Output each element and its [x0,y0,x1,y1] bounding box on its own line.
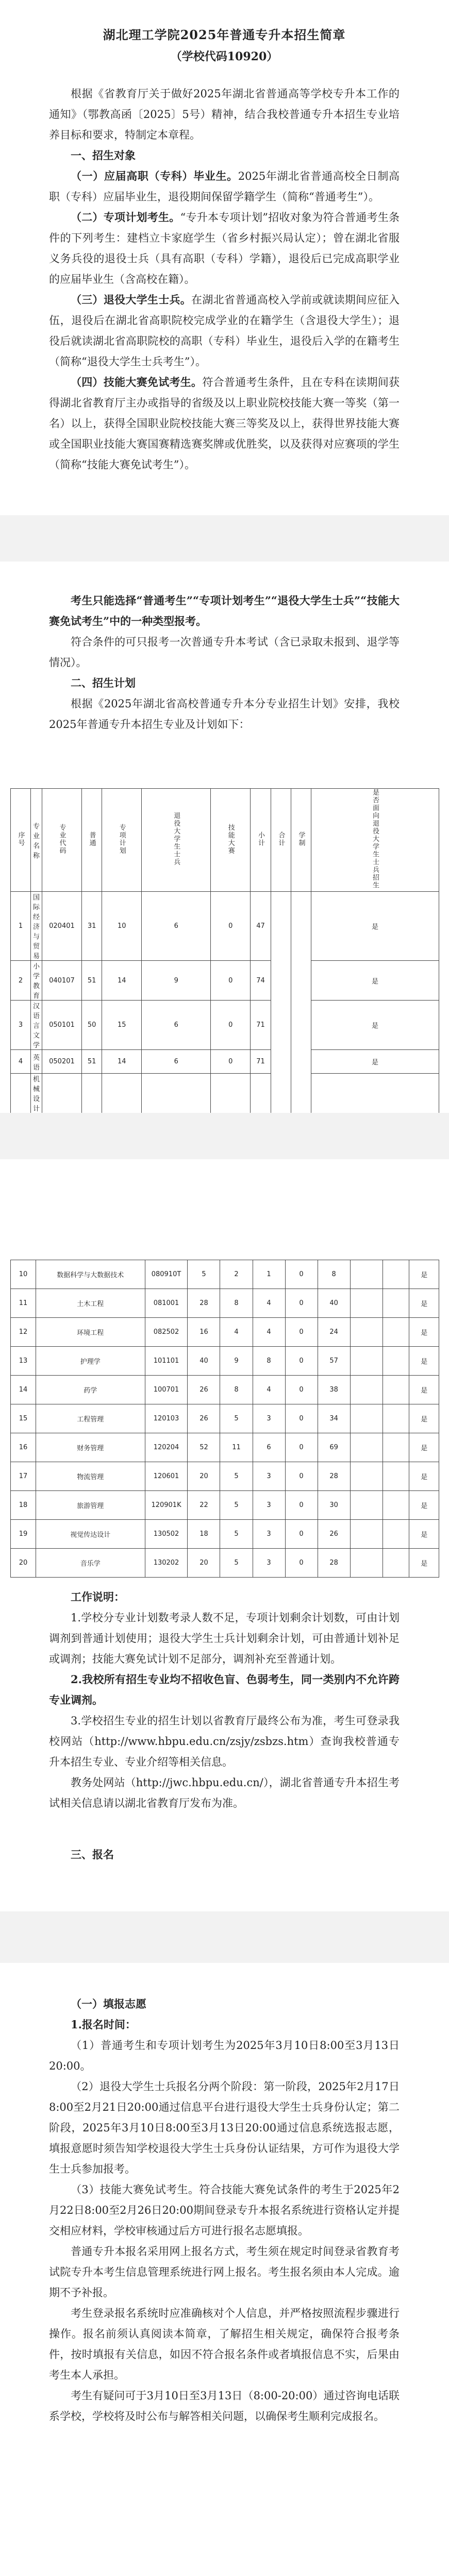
table-cell: 52 [188,1433,220,1462]
table-cell: 9 [220,1347,253,1376]
table-cell: 74 [251,961,271,1001]
school-code: （学校代码10920） [170,50,278,63]
table-cell: 环境工程 [36,1318,145,1347]
table-cell: 18 [11,1491,36,1520]
table-row [11,1289,439,1318]
table-cell: 28 [188,1289,220,1318]
system-cell [383,1491,409,1520]
table-row [11,1376,439,1404]
table-cell: 0 [285,1491,318,1520]
table-cell: 71 [251,1001,271,1050]
table-row [11,1318,439,1347]
shared-cell: 是 [311,961,439,1001]
table-cell: 080910T [145,1260,188,1289]
table-row [11,1347,439,1376]
table-cell: 15 [102,1001,142,1050]
table-cell: 8 [220,1376,253,1404]
total-cell [350,1491,383,1520]
table-cell: 20 [11,1549,36,1578]
note-title: 工作说明： [71,1590,125,1603]
table-cell: 31 [81,892,102,961]
shared-cell: 是 [409,1549,439,1578]
table-cell: 0 [285,1520,318,1549]
shared-cell: 是 [409,1260,439,1289]
system-cell [383,1462,409,1491]
intro-paragraph: 根据《省教育厅关于做好2025年湖北省普通高等学校专升本工作的通知》（鄂教高函〔2025〕5号）精神，结合我校普通专升本招生专业培养目标和要求，特制定本章程。 [49,88,400,141]
target-paragraph-3: （三）退役大学生士兵。在湖北省普通高校入学前或就读期间应征入伍，退役后在湖北省高职院校完成学业的在籍学生（含退役大学生）；退役后就读湖北省高职院校的高职（专科）毕业生，退役后入学的在籍考生（简称“退役大学生士兵考生”）。 [49,293,400,368]
table-cell: 工程管理 [36,1404,145,1433]
total-cell [350,1433,383,1462]
table-cell: 050201 [42,1050,81,1074]
table-cell: 财务管理 [36,1433,145,1462]
table-cell: 20 [188,1462,220,1491]
col-major: 专业名称 [31,789,42,892]
table-cell: 8 [253,1347,285,1376]
shared-cell: 是 [409,1318,439,1347]
table-cell: 5 [188,1260,220,1289]
total-cell [350,1347,383,1376]
table-cell: 18 [188,1520,220,1549]
table-cell: 英语 [31,1050,42,1074]
table-row [11,1491,439,1520]
table-row [11,1001,439,1050]
page-4 [0,1963,449,2576]
table-cell: 28 [318,1462,350,1491]
shared-cell: 是 [409,1404,439,1433]
shared-cell: 是 [409,1347,439,1376]
system-cell [383,1260,409,1289]
table-cell: 0 [285,1376,318,1404]
system-cell [383,1347,409,1376]
note-4: 教务处网站（http://jwc.hbpu.edu.cn/），湖北省普通专升本招生考试相关信息请以湖北省教育厅发布为准。 [49,1776,400,1809]
table-row [11,892,439,961]
table-cell: 9 [142,961,211,1001]
table-cell: 数据科学与大数据技术 [36,1260,145,1289]
target-paragraph-1: （一）应届高职（专科）毕业生。2025年湖北省普通高校全日制高职（专科）应届毕业生，退役期间保留学籍学生（简称“普通考生”）。 [49,170,400,203]
table-cell: 0 [285,1462,318,1491]
table-cell: 10 [11,1260,36,1289]
table-cell: 机械设计 [31,1074,42,1182]
table-cell: 音乐学 [36,1549,145,1578]
table-cell: 10 [102,892,142,961]
total-cell [350,1462,383,1491]
time-1: （1）普通考生和专项计划考生为2025年3月10日8:00至3月13日20:00。 [49,2039,400,2072]
total-cell [350,1404,383,1433]
table-row [11,1433,439,1462]
section-2-title: 二、招生计划 [71,676,136,689]
shared-cell: 是 [409,1289,439,1318]
table-cell: 8 [220,1289,253,1318]
page-gap [0,515,449,562]
table-cell: 5 [220,1520,253,1549]
table-cell: 3 [253,1404,285,1433]
table-cell: 100701 [145,1376,188,1404]
table-cell: 6 [142,892,211,961]
table-cell: 71 [251,1050,271,1074]
section-3-title: 三、报名 [71,1848,114,1861]
table-cell: 14 [102,961,142,1001]
time-5: 考生登录报名系统时应准确核对个人信息，并严格按照流程步骤进行操作。报名前须认真阅读本简章，了解招生相关规定，确保符合报考条件，按时填报有关信息，如因不符合报名条件或者填报信息不实，后果由考生本人承担。 [49,2307,400,2381]
shared-cell: 是 [311,1050,439,1074]
enrollment-table-part-2 [10,1260,439,1578]
table-cell: 24 [318,1318,350,1347]
table-row [11,1050,439,1074]
table-cell: 19 [11,1520,36,1549]
total-cell [350,1549,383,1578]
table-cell: 30 [318,1491,350,1520]
table-cell: 101101 [145,1347,188,1376]
table-row [11,1404,439,1433]
table-cell: 视觉传达设计 [36,1520,145,1549]
shared-cell: 是 [409,1491,439,1520]
table-cell: 4 [253,1376,285,1404]
table-cell: 3 [253,1491,285,1520]
table-cell: 6 [142,1050,211,1074]
table-row [11,1462,439,1491]
table-cell: 0 [211,1001,251,1050]
total-cell [350,1289,383,1318]
total-cell [350,1376,383,1404]
section-1-title: 一、招生对象 [71,149,136,162]
table-cell: 0 [285,1347,318,1376]
table-cell: 12 [11,1318,36,1347]
note-3: 3.学校招生专业的招生计划以省教育厅最终公布为准，考生可登录我校网站（http://www.hbpu.edu.cn/zsjy/zsbzs.htm）查询我校普通专升本招生专业、专业介绍等相关信息。 [49,1715,400,1768]
table-cell: 26 [318,1520,350,1549]
plan-intro: 根据《2025年湖北省高校普通专升本分专业招生计划》安排，我校2025年普通专升本招生专业及计划如下： [49,698,400,731]
table-cell: 69 [318,1433,350,1462]
table-cell: 国际经济与贸易 [31,892,42,961]
subsection-volunteer: （一）填报志愿 [71,1997,146,2010]
target-paragraph-4: （四）技能大赛免试考生。符合普通考生条件，且在专科在读期间获得湖北省教育厅主办或指导的省级及以上职业院校技能大赛一等奖（第一名）以上，获得全国职业院校技能大赛三等奖及以上，获得世界技能大赛或全国职业技能大赛国赛精选赛奖牌或优胜奖，以及获得对应赛项的学生（简称“技能大赛免试考生”）。 [49,376,400,471]
table-cell: 0 [285,1404,318,1433]
table-cell: 22 [188,1491,220,1520]
page-1 [0,0,449,515]
table-cell: 40 [318,1289,350,1318]
time-3: （3）技能大赛免试考生。符合技能大赛免试条件的考生于2025年2月22日8:00至2月26日20:00期间登录专升本报名系统进行资格认定并提交相应材料，学校审核通过后方可进行报名志愿填报。 [49,2183,400,2237]
table-cell: 020401 [42,892,81,961]
page-gap [0,1113,449,1159]
table-cell: 15 [11,1404,36,1433]
shared-cell: 是 [311,1001,439,1050]
table-cell: 物流管理 [36,1462,145,1491]
table-cell: 0 [285,1260,318,1289]
table-cell: 土木工程 [36,1289,145,1318]
table-cell: 2 [220,1260,253,1289]
shared-cell: 是 [409,1376,439,1404]
table-cell: 38 [318,1376,350,1404]
one-time-note: 符合条件的可只报考一次普通专升本考试（含已录取未报到、退学等情况）。 [49,636,400,669]
table-cell: 16 [188,1318,220,1347]
table-cell: 4 [253,1318,285,1347]
table-cell: 11 [11,1289,36,1318]
table-cell: 14 [102,1050,142,1074]
time-6: 考生有疑问可于3月10日至3月13日（8:00-20:00）通过咨询电话联系学校，学校将及时公布与解答相关问题，以确保考生顺利完成报名。 [49,2389,400,2422]
table-cell: 0 [285,1318,318,1347]
table-cell: 50 [81,1001,102,1050]
table-cell: 050101 [42,1001,81,1050]
table-cell: 5 [220,1462,253,1491]
table-cell: 0 [285,1433,318,1462]
table-cell: 4 [220,1318,253,1347]
enrollment-table-part-1: 序号 专业名称 专业代码 普通 专项计划 退役大学生士兵 技能大赛 小计 合计 学制 是否面向退役大学生士兵招生 1 国际经济与贸易 020401 31 10 6 0 47 是 2 小学教育 040107 51 14 9 0 74 是 3 汉语言文学 050101 50 15 6 0 71 是 4 英语 050201 51 14 6 0 71 是 机械设计 [10,788,439,1448]
table-cell: 3 [253,1520,285,1549]
table-row [11,1520,439,1549]
table-cell: 20 [188,1549,220,1578]
table-cell: 17 [11,1462,36,1491]
table-cell: 040107 [42,961,81,1001]
time-2: （2）退役大学生士兵报名分两个阶段：第一阶段，2025年2月17日8:00至2月21日20:00通过信息平台进行退役大学生士兵身份认定；第二阶段，2025年3月10日8:00至3月13日20:00通过信息系统选报志愿，填报意愿时须告知学校退役大学生士兵身份认证结果，方可作为退役大学生士兵参加报考。 [49,2080,400,2175]
table-cell: 57 [318,1347,350,1376]
table-cell: 3 [253,1462,285,1491]
table-cell: 5 [220,1491,253,1520]
table-cell: 5 [220,1549,253,1578]
system-cell [383,1520,409,1549]
page-gap [0,1911,449,1963]
table-cell: 6 [142,1001,211,1050]
page-2 [0,562,449,1113]
table-cell: 13 [11,1347,36,1376]
total-cell [350,1520,383,1549]
shared-cell: 是 [409,1462,439,1491]
table-cell: 120901K [145,1491,188,1520]
note-1: 1.学校分专业计划数考录人数不足，专项计划剩余计划数，可由计划调剂到普通计划使用；退役大学生士兵计划剩余计划，可由普通计划补足或调剂；技能大赛免试计划不足部分，调剂补充至普通计划。 [49,1612,400,1665]
table-cell: 130202 [145,1549,188,1578]
table-cell: 51 [81,961,102,1001]
system-cell [383,1433,409,1462]
table-cell: 14 [11,1376,36,1404]
table-cell: 8 [318,1260,350,1289]
page-3 [0,1159,449,1911]
table-cell: 120601 [145,1462,188,1491]
table-cell: 汉语言文学 [31,1001,42,1050]
table-cell: 120103 [145,1404,188,1433]
table-cell: 40 [188,1347,220,1376]
system-cell [383,1289,409,1318]
table-cell: 120204 [145,1433,188,1462]
table-cell: 0 [285,1289,318,1318]
table-row [11,1549,439,1578]
shared-cell: 是 [409,1520,439,1549]
table-cell: 51 [81,1050,102,1074]
subsection-time: 1.报名时间： [71,2018,136,2031]
table-cell: 082502 [145,1318,188,1347]
system-cell [383,1404,409,1433]
system-cell [383,1376,409,1404]
table-cell: 5 [220,1404,253,1433]
table-cell: 护理学 [36,1347,145,1376]
table-cell: 4 [253,1289,285,1318]
time-4: 普通专升本报名采用网上报名方式，考生须在规定时间登录省教育考试院专升本考生信息管理系统进行网上报名。考生报名须由本人完成。逾期不予补报。 [49,2245,400,2299]
system-cell [383,1549,409,1578]
table-row [11,961,439,1001]
shared-cell: 是 [311,892,439,961]
table-cell: 26 [188,1404,220,1433]
table-cell: 0 [285,1549,318,1578]
table-cell: 0 [211,1050,251,1074]
table-cell: 小学教育 [31,961,42,1001]
table-cell: 081001 [145,1289,188,1318]
table-cell: 6 [253,1433,285,1462]
target-paragraph-2: （二）专项计划考生。“专升本专项计划”招收对象为符合普通考生条件的下列考生：建档立卡家庭学生（省乡村振兴局认定）；曾在湖北省服义务兵役的退役士兵（具有高职（专科）学籍），退役后已完成高职学业的应届毕业生（含高校在籍）。 [49,211,400,285]
shared-cell: 是 [409,1433,439,1462]
total-cell [350,1318,383,1347]
table-cell: 130502 [145,1520,188,1549]
table-cell: 11 [220,1433,253,1462]
table-row [11,1260,439,1289]
table-cell: 26 [188,1376,220,1404]
table-cell: 3 [253,1549,285,1578]
note-2: 2.我校所有招生专业均不招收色盲、色弱考生，同一类别内不允许跨专业调剂。 [49,1673,400,1706]
total-cell [350,1260,383,1289]
table-cell: 16 [11,1433,36,1462]
table-cell: 28 [318,1549,350,1578]
table-cell: 旅游管理 [36,1491,145,1520]
table-cell: 药学 [36,1376,145,1404]
table-cell: 0 [211,892,251,961]
table-cell: 34 [318,1404,350,1433]
one-type-note: 考生只能选择“普通考生”“专项计划考生”“退役大学生士兵”“技能大赛免试考生”中的一种类型报考。 [49,594,400,628]
table-cell: 0 [211,961,251,1001]
system-cell [383,1318,409,1347]
table-cell: 4 [11,1050,31,1074]
table-cell: 47 [251,892,271,961]
table-cell: 3 [11,1001,31,1050]
table-cell: 2 [11,961,31,1001]
page-title: 湖北理工学院2025年普通专升本招生简章 [103,27,346,42]
table-cell: 1 [11,892,31,961]
table-cell: 1 [253,1260,285,1289]
